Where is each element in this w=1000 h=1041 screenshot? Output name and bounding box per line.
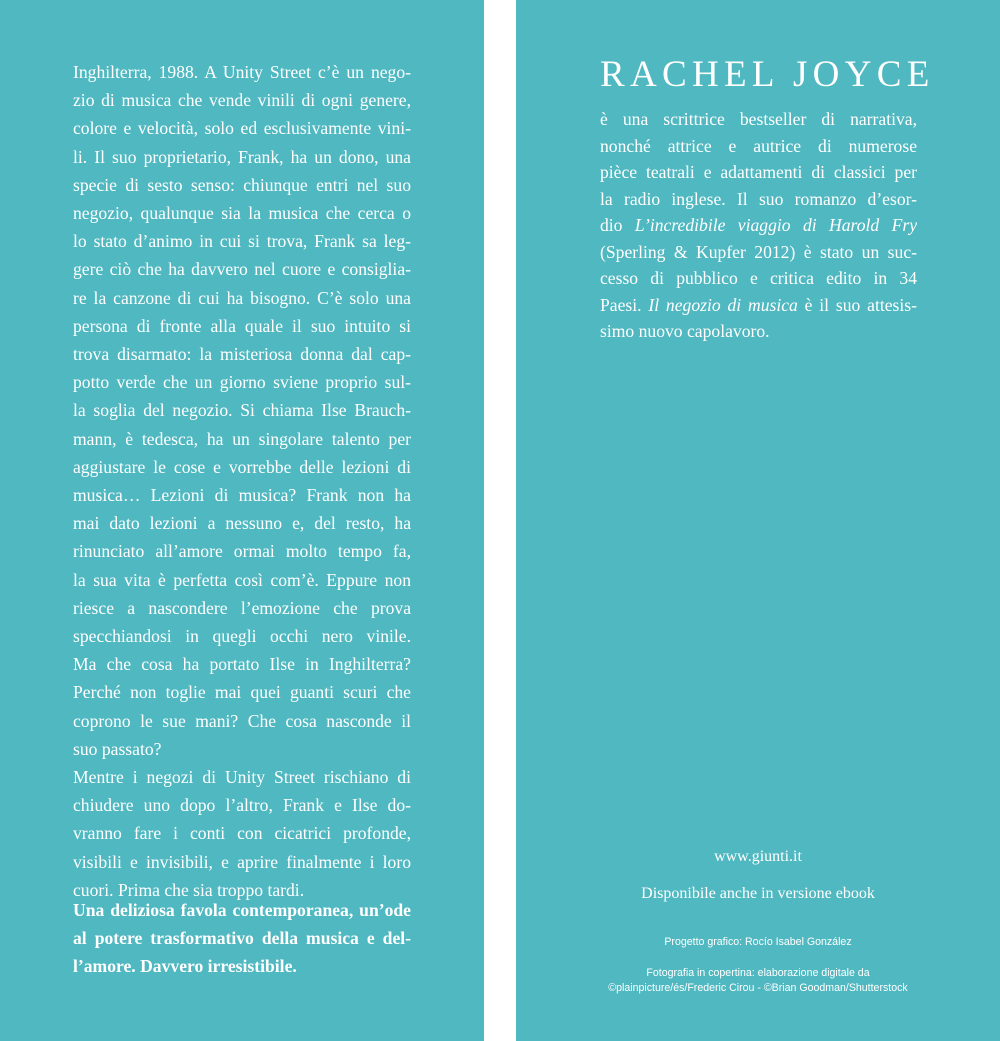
- bio-text: Paesi.: [600, 294, 649, 315]
- synopsis-line: li. Il suo proprietario, Frank, ha un dono, una: [73, 146, 411, 167]
- bio-line: è una scrittrice bestseller di narrativa,: [600, 109, 917, 129]
- synopsis-line: chiudere uno dopo l’altro, Frank e Ilse do-: [73, 795, 411, 816]
- tagline-line: Una deliziosa favola contemporanea, un’ode: [73, 900, 411, 920]
- bio-line-with-title: [600, 212, 917, 239]
- synopsis-line: coprono le sue mani? Che cosa nasconde il: [73, 710, 411, 731]
- synopsis-line: musica… Lezioni di musica? Frank non ha: [73, 485, 411, 506]
- bio-line-with-title: [600, 292, 917, 319]
- photo-credit-line: Fotografia in copertina: elaborazione digitale da: [646, 967, 870, 979]
- synopsis-text: [73, 58, 411, 904]
- synopsis-line: vranno fare i conti con cicatrici profonde,: [73, 823, 411, 844]
- publisher-website: www.giunti.it: [714, 848, 802, 865]
- tagline-line: l’amore. Davvero irresistibile.: [73, 956, 297, 977]
- synopsis-line: visibili e invisibili, e aprire finalmente i loro: [73, 851, 411, 872]
- synopsis-line: negozio, qualunque sia la musica che cerca o: [73, 203, 411, 224]
- synopsis-line: trova disarmato: la misteriosa donna dal cap-: [73, 344, 411, 365]
- bio-line: (Sperling & Kupfer 2012) è stato un suc-: [600, 241, 917, 262]
- bio-line: pièce teatrali e adattamenti di classici per: [600, 162, 917, 182]
- synopsis-line: specie di sesto senso: chiunque entri nel suo: [73, 174, 411, 195]
- synopsis-line: mann, è tedesca, ha un singolare talento per: [73, 428, 411, 449]
- bio-line: la radio inglese. Il suo romanzo d’esor-: [600, 188, 917, 209]
- synopsis-line: suo passato?: [73, 738, 162, 759]
- synopsis-line: specchiandosi in quegli occhi nero vinile.: [73, 626, 411, 647]
- bio-line: cesso di pubblico e critica edito in 34: [600, 268, 917, 288]
- synopsis-line: la sua vita è perfetta così com’è. Eppure non: [73, 569, 411, 590]
- synopsis-line: Mentre i negozi di Unity Street rischiano di: [73, 767, 411, 788]
- bio-line: nonché attrice e autrice di numerose: [600, 135, 917, 156]
- photo-credit: [516, 966, 1000, 996]
- synopsis-line: zio di musica che vende vinili di ogni genere,: [73, 90, 411, 111]
- book-title-harold-fry: L’incredibile viaggio di Harold Fry: [634, 215, 917, 235]
- bio-text: è il suo attesis-: [797, 294, 917, 315]
- book-title-negozio-di-musica: Il negozio di musica: [648, 294, 798, 315]
- synopsis-line: re la canzone di cui ha bisogno. C’è solo una: [73, 287, 411, 308]
- bio-line: simo nuovo capolavoro.: [600, 321, 770, 341]
- synopsis-line: Perché non toglie mai quei guanti scuri che: [73, 682, 411, 703]
- synopsis-line: rinunciato all’amore ormai molto tempo fa,: [73, 541, 411, 562]
- synopsis-line: gere ciò che ha davvero nel cuore e consiglia-: [73, 259, 411, 280]
- synopsis-line: Ma che cosa ha portato Ilse in Inghilterra?: [73, 654, 411, 675]
- synopsis-line: mai dato lezioni a nessuno e, del resto, ha: [73, 513, 411, 534]
- tagline: [73, 896, 411, 981]
- author-bio: [600, 106, 917, 345]
- photo-credit-line: ©plainpicture/és/Frederic Cirou - ©Brian Goodman/Shutterstock: [608, 982, 908, 994]
- synopsis-line: lo stato d’animo in cui si trova, Frank sa leg-: [73, 231, 411, 252]
- synopsis-line: colore e velocità, solo ed esclusivamente vini-: [73, 118, 411, 139]
- synopsis-line: riesce a nascondere l’emozione che prova: [73, 597, 411, 618]
- synopsis-line: aggiustare le cose e vorrebbe delle lezioni di: [73, 456, 411, 477]
- bio-text: dio: [600, 215, 635, 235]
- synopsis-line: potto verde che un giorno sviene proprio sul-: [73, 372, 411, 393]
- tagline-line: al potere trasformativo della musica e del-: [73, 928, 411, 949]
- synopsis-line: la soglia del negozio. Si chiama Ilse Brauch-: [73, 400, 411, 421]
- synopsis-line: cuori. Prima che sia troppo tardi.: [73, 879, 305, 900]
- synopsis-line: Inghilterra, 1988. A Unity Street c’è un nego-: [73, 62, 411, 82]
- ebook-availability: Disponibile anche in versione ebook: [641, 885, 875, 902]
- synopsis-line: persona di fronte alla quale il suo intuito si: [73, 315, 411, 336]
- author-name: RACHEL JOYCE: [600, 54, 935, 95]
- design-credit: Progetto grafico: Rocío Isabel González: [664, 936, 852, 948]
